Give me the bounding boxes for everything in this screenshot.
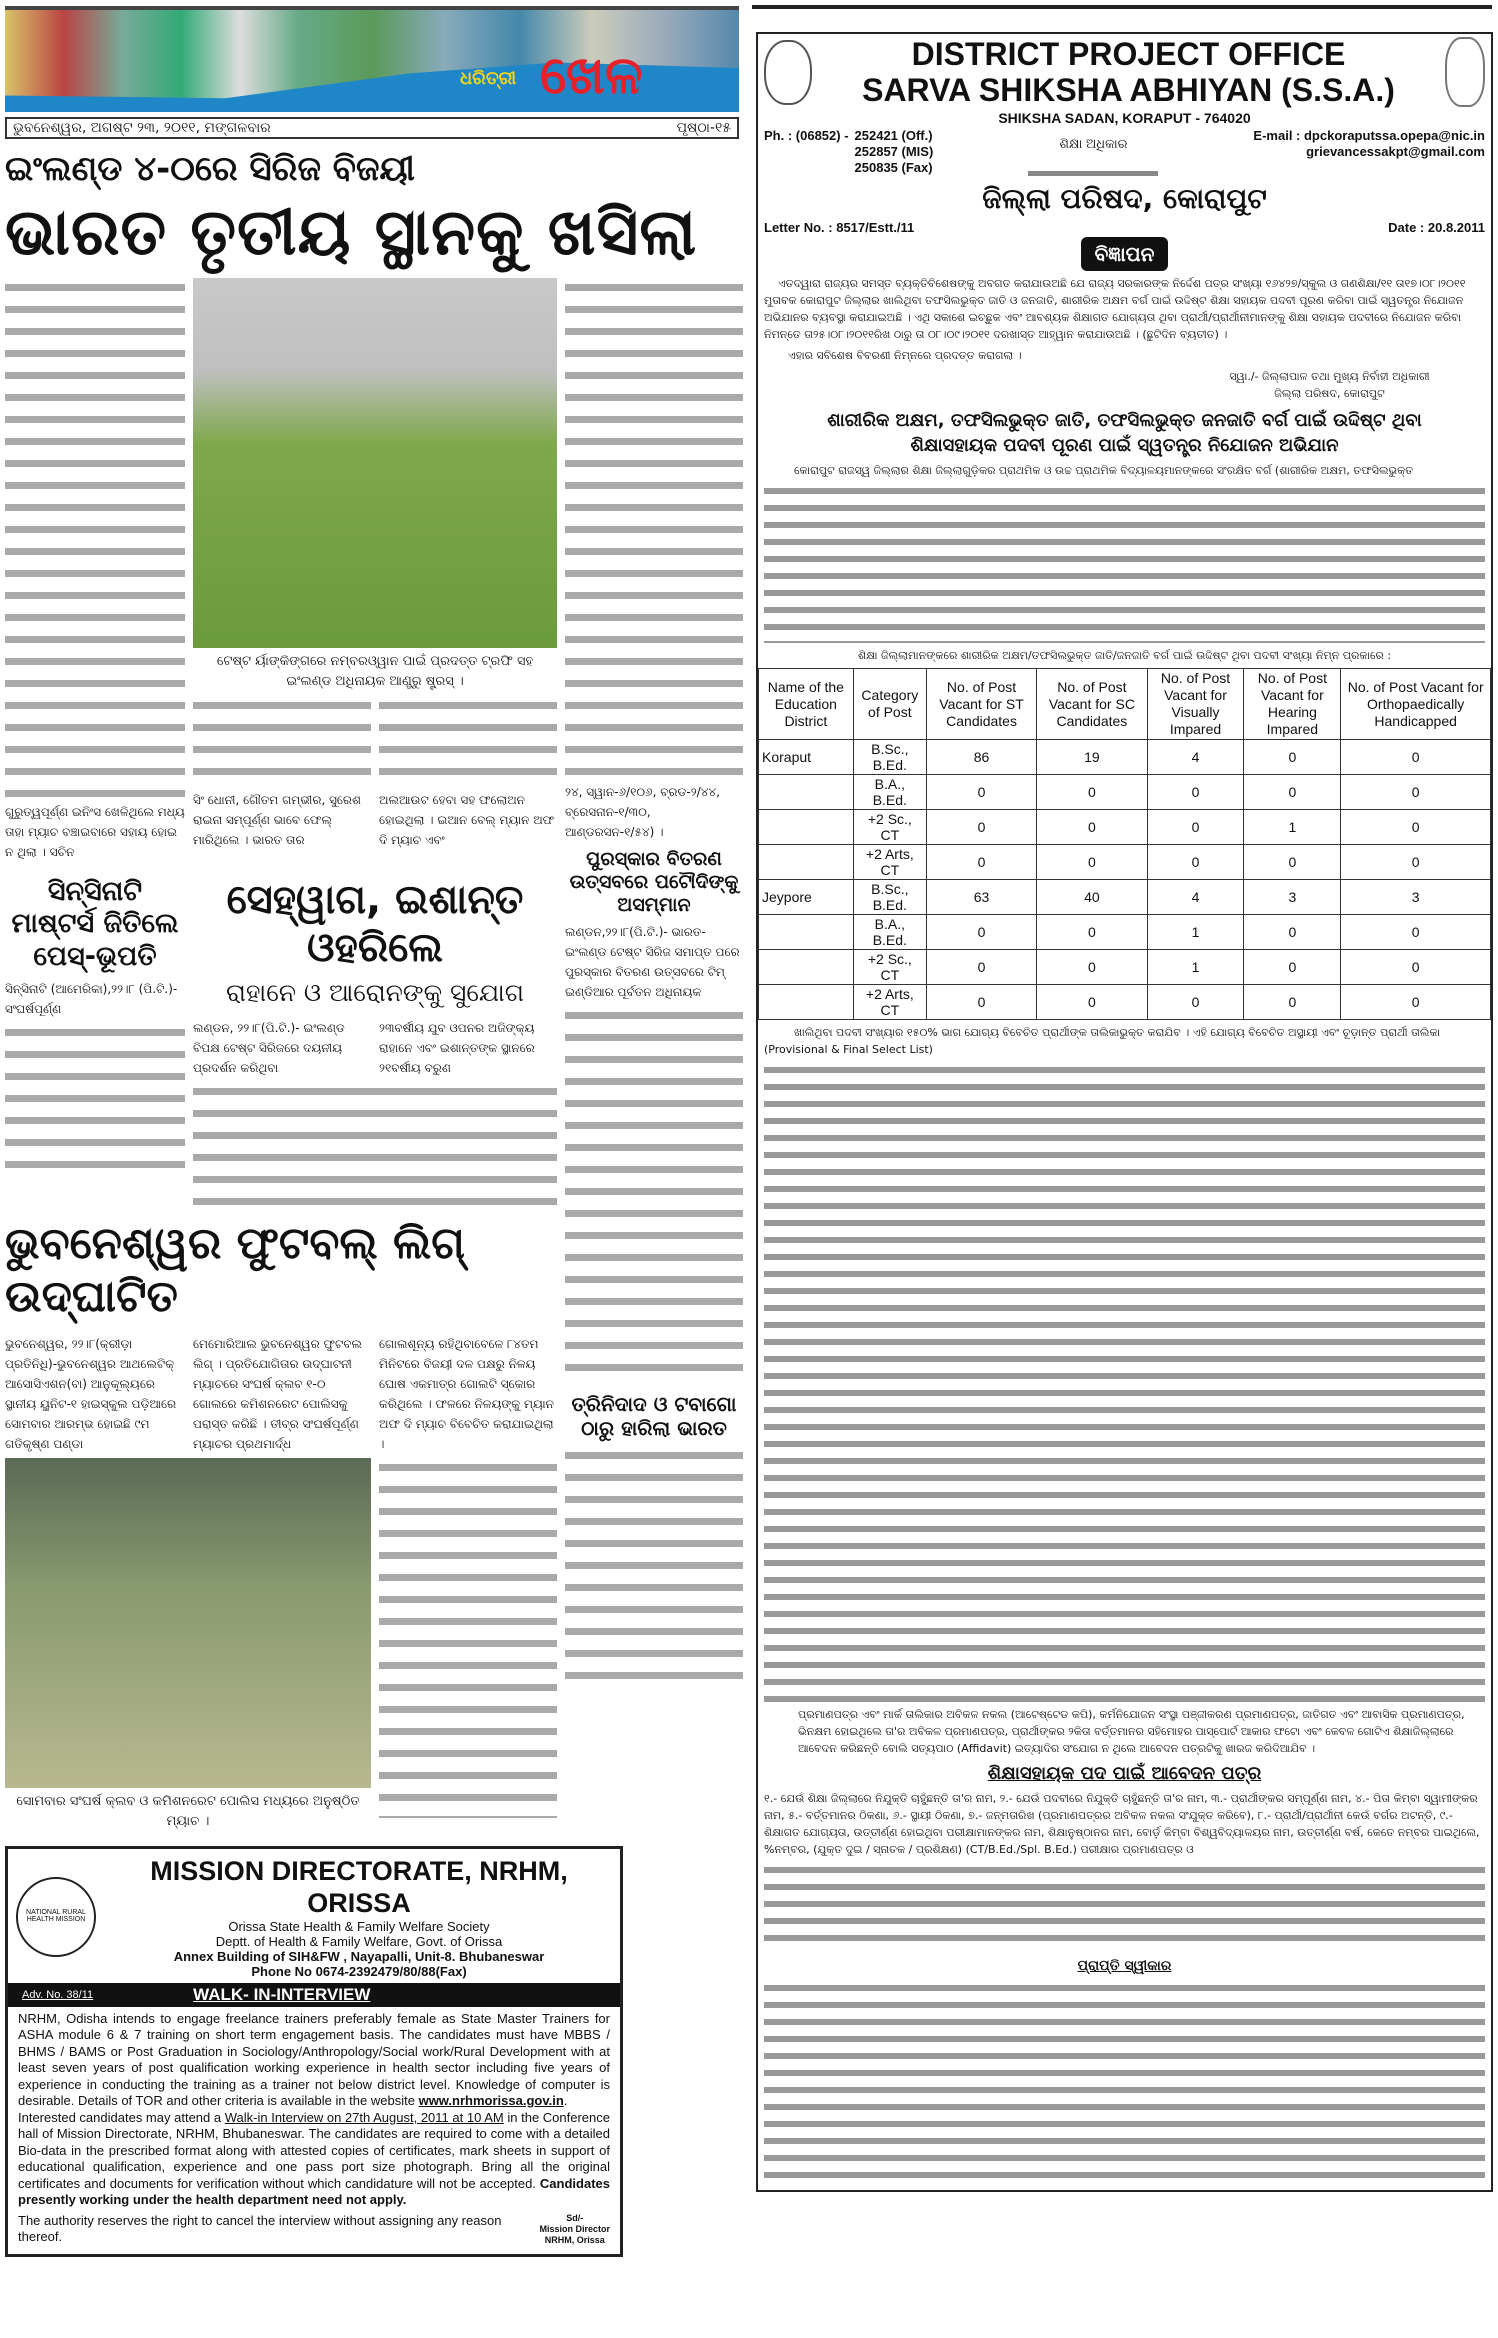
phone-fax: 250835 (Fax) bbox=[854, 160, 933, 175]
table-cell: B.Sc., B.Ed. bbox=[853, 880, 926, 915]
nrhm-title: MISSION DIRECTORATE, NRHM, ORISSA bbox=[150, 1855, 568, 1918]
nrhm-para-1: NRHM, Odisha intends to engage freelance trainers preferably female as State Master Trainers for ASHA module 6 & 7 training on short term engagement basis. The candidates must have MBBS / BHMS / BAMS or Post Graduation in Sociology/Anthropology/Social work/Rural Development with at least seven years of post qualification working experience in health sector including five years of experience in conducting the training as a trainer not below district level. Knowledge of computer is desirable. Details of TOR and other criteria is available in the website bbox=[18, 2010, 610, 2109]
vacancy-table bbox=[758, 668, 1491, 1020]
table-cell: 0 bbox=[1147, 810, 1244, 845]
table-cell: 0 bbox=[1341, 775, 1491, 810]
table-cell: 0 bbox=[1341, 810, 1491, 845]
story-body bbox=[565, 1006, 743, 1386]
eligibility-conditions bbox=[764, 1062, 1485, 1702]
table-cell: +2 Sc., CT bbox=[853, 810, 926, 845]
table-cell: 0 bbox=[1147, 845, 1244, 880]
nrhm-society: Orissa State Health & Family Welfare Society bbox=[228, 1918, 490, 1934]
odisha-emblem bbox=[764, 40, 812, 105]
table-cell: 0 bbox=[926, 775, 1036, 810]
email-1[interactable]: E-mail : dpckoraputssa.opepa@nic.in bbox=[1253, 128, 1485, 143]
side-column bbox=[565, 278, 743, 1686]
application-form-text: ୧.- ଯେଉଁ ଶିକ୍ଷା ଜିଲ୍ଲାରେ ନିଯୁକ୍ତି ଚାହୁଁଛନ୍ତି ତା'ର ନାମ, ୨.- ଯେଉଁ ପଦବୀରେ ନିଯୁକ୍ତି ଚାହୁଁଛନ୍ତି ତା'ର ନାମ, ୩.- ପ୍ରାର୍ଥୀଙ୍କର ସମ୍ପୂର୍ଣ୍ଣ ନାମ, ୪.- ପିତା କିମ୍ବା ସ୍ୱାମୀଙ୍କର ନାମ, ୫.- ବର୍ତ୍ତମାନର ଠିକଣା, ୬.- ସ୍ଥାୟୀ ଠିକଣା, ୭.- ଜନ୍ମତାରିଖ (ପ୍ରମାଣପତ୍ରର ଅବିକଳ ନକଲ ସଂଯୁକ୍ତ କରିବେ), ୮.- ପ୍ରାର୍ଥୀ/ପ୍ରାର୍ଥୀନୀ କେଉଁ ବର୍ଗର ଅଟନ୍ତି, ୯.- ଶିକ୍ଷାଗତ ଯୋଗ୍ୟତା, ଉତ୍ତୀର୍ଣ୍ଣ ହୋଇଥିବା ପରୀକ୍ଷାମାନଙ୍କର ନାମ, ଶିକ୍ଷାନୁଷ୍ଠାନର ନାମ, ବୋର୍ଡ଼ କିମ୍ବା ବିଶ୍ୱବିଦ୍ୟାଳୟର ନାମ, ଉତ୍ତୀର୍ଣ୍ଣ ବର୍ଷ, କେତେ ନମ୍ବର ପାଇଥିଲେ, %ନମ୍ବର, (ଯୁକ୍ତ ଦୁଇ / ସ୍ନାତକ / ପ୍ରଶିକ୍ଷଣ) (CT/B.Ed./Spl. B.Ed.) ପରୀକ୍ଷାର ପ୍ରମାଣପତ୍ର ଓ bbox=[764, 1792, 1480, 1856]
lead-story bbox=[5, 278, 557, 866]
table-cell: 63 bbox=[926, 880, 1036, 915]
nrhm-advertisement: NATIONAL RURAL HEALTH MISSION MISSION DIRECTORATE, NRHM, ORISSA Orissa State Health & Family Welfare Society Deptt. of Health & Family Welfare, Govt. of Orissa Annex Building of SIH&FW , Nayapalli, Unit-8. Bhubaneswar Phone No 0674-2392479/80/88(Fax) Adv. No. 38/11 WALK- IN-INTERVIEW NRHM, Odisha intends to engage freelance trainers preferably female as State Master Trainers for ASHA module 6 & 7 training on short term engagement basis. The candidates must have MBBS / BHMS / BAMS or Post Graduation in Sociology/Anthropology/Social work/Rural Development with at least seven years of post qualification working experience in health sector including five years of experience in conducting the training as a trainer not below district level. Knowledge of computer is desirable. Details of TOR and other criteria is available in the website www.nrhmorissa.gov.in. Interested candidates may attend a Walk-in Interview on 27th August, 2011 at 10 AM in the Conference hall of Mission Directorate, NRHM, Bhubaneswar. The candidates are required to come with a detailed Bio-data in the prescribed format along with attested copies of certificates, mark sheets in support of educational qualification, experience and one pass port size photograph. Bring all the original certificates and documents for verification without which candidature will not be accepted. Candidates presently working under the health department need not apply. The authority reserves the right to cancel the interview without assigning any reason thereof. Sd/- Mission Director NRHM, Orissa bbox=[5, 1846, 623, 2257]
table-header-row bbox=[759, 669, 1491, 740]
table-cell: 0 bbox=[1341, 915, 1491, 950]
table-cell: 0 bbox=[1244, 740, 1341, 775]
condition-8: ପ୍ରମାଣପତ୍ର ଏବଂ ମାର୍କ ତାଲିକାର ଅବିକଳ ନକଲ (ଆଟେଷ୍ଟେଡ କପି), କର୍ମନିଯୋଜନ ସଂସ୍ଥା ପଞ୍ଜୀକରଣ ପ୍ରମାଣପତ୍ର, ଜାତିଗତ ଏବଂ ଆବାସିକ ପ୍ରମାଣପତ୍ର, ଭିନକ୍ଷମ ହୋଇଥିଲେ ତା'ର ଅବିକଳ ପ୍ରମାଣପତ୍ର, ପ୍ରାର୍ଥୀଙ୍କର ୨କିତା ବର୍ତ୍ତମାନର ସହିମୋହର ପାସ୍‌ପୋର୍ଟ ଆକାର ଫଟୋ ଏବଂ କେବଳ ଗୋଟିଏ ଶିକ୍ଷାଜିଲ୍ଲାରେ ଆବେଦନ କରିଛନ୍ତି ବୋଲି ସତ୍ୟପାଠ (Affidavit) ଇତ୍ୟାଦିର ସଂଯୋଗ ନ ଥିଲେ ଆବେଦନ ପତ୍ରଟିକୁ ଖାରଜ କରିଦିଆଯିବ । bbox=[798, 1708, 1465, 1755]
table-cell: B.A., B.Ed. bbox=[853, 915, 926, 950]
table-cell: 4 bbox=[1147, 740, 1244, 775]
table-cell: 0 bbox=[1147, 985, 1244, 1020]
story-headline: ତ୍ରିନିଦାଦ ଓ ଟବାଗୋ ଠାରୁ ହାରିଲା ଭାରତ bbox=[571, 1392, 737, 1441]
table-cell: 0 bbox=[926, 985, 1036, 1020]
table-row bbox=[759, 740, 1491, 775]
second-stories bbox=[5, 870, 557, 1212]
signature: Sd/- bbox=[566, 2212, 584, 2223]
table-cell: 4 bbox=[1147, 880, 1244, 915]
lead-tail-right: ଅଲଆଉଟ ହେବା ସହ ଫଲୋଅନ ହୋଇଥିଲା । ଇଆନ ବେଲ୍ ମ୍ୟାନ ଅଫ ଦି ମ୍ୟାଚ ଏବଂ bbox=[379, 792, 555, 847]
story-football-league bbox=[5, 1218, 557, 1836]
story-lead: ସିନ୍‌ସିନାଟି (ଆମେରିକା),୨୨।୮ (ପି.ଟି.)-ସଂଘର୍ଷପୂର୍ଣ୍ଣ bbox=[5, 982, 178, 1017]
table-row bbox=[759, 775, 1491, 810]
table-cell: 0 bbox=[1037, 985, 1148, 1020]
application-form-continued bbox=[764, 1862, 1485, 1952]
drive-title: ଶାରୀରିକ ଅକ୍ଷମ, ତଫସିଲଭୁକ୍ତ ଜାତି, ତଫସିଲଭୁକ୍ତ ଜନଜାତି ବର୍ଗ ପାଇଁ ଉଦ୍ଦିଷ୍ଟ ଥିବା ଶିକ୍ଷାସହାୟକ ପଦବୀ ପୂରଣ ପାଇଁ ସ୍ୱତନ୍ତ୍ର ନିଯୋଜନ ଅଭିଯାନ bbox=[827, 410, 1422, 456]
lead-column-4 bbox=[565, 278, 743, 778]
table-cell: 40 bbox=[1037, 880, 1148, 915]
story-lead-3: ଗୋଲଶୂନ୍ୟ ରହିଥିବାବେଳେ ୮୪ତମ ମିନିଟରେ ବିଜୟୀ ଦଳ ପକ୍ଷରୁ ନିଳୟ ଘୋଷ ଏକମାତ୍ର ଗୋଲଟି ସ୍କୋର କରିଥିଲେ । ଫଳରେ ନିଳୟଙ୍କୁ ମ୍ୟାନ ଅଫ ଦି ମ୍ୟାଚ ବିବେଚିତ କରାଯାଇଥିଲା । bbox=[379, 1336, 554, 1451]
table-cell: B.Sc., B.Ed. bbox=[853, 740, 926, 775]
table-header-cell: Category of Post bbox=[853, 669, 926, 740]
table-row bbox=[759, 880, 1491, 915]
table-cell: 3 bbox=[1244, 880, 1341, 915]
table-header-cell: No. of Post Vacant for ST Candidates bbox=[926, 669, 1036, 740]
dateline: ଭୁବନେଶ୍ୱର, ଅଗଷ୍ଟ ୨୩, ୨୦୧୧, ମଙ୍ଗଳବାର bbox=[13, 120, 271, 136]
story-headline: ପୁରସ୍କାର ବିତରଣ ଉତ୍ସବରେ ପଟୌଦିଙ୍କୁ ଅସମ୍ମାନ bbox=[569, 847, 739, 916]
table-cell bbox=[759, 985, 854, 1020]
table-cell bbox=[759, 845, 854, 880]
adv-number: Adv. No. 38/11 bbox=[22, 1988, 94, 2001]
table-cell: 0 bbox=[1037, 845, 1148, 880]
table-cell: +2 Sc., CT bbox=[853, 950, 926, 985]
story-body bbox=[5, 1023, 185, 1173]
lead-kicker: ଇଂଲଣ୍ଡ ୪-୦ରେ ସିରିଜ ବିଜୟୀ bbox=[5, 149, 415, 189]
football-match-photo bbox=[5, 1458, 371, 1788]
masthead-banner bbox=[5, 6, 739, 112]
table-cell: B.A., B.Ed. bbox=[853, 775, 926, 810]
table-cell: 3 bbox=[1341, 880, 1491, 915]
table-cell bbox=[759, 950, 854, 985]
table-cell: 0 bbox=[926, 950, 1036, 985]
table-note: ଖାଲିଥିବା ପଦବୀ ସଂଖ୍ୟାର ୧୫୦% ଭାଗ ଯୋଗ୍ୟ ବିବେଚିତ ପ୍ରାର୍ଥୀଙ୍କ ତାଲିକାଭୁକ୍ତ କରାଯିବ । ଏହି ଯୋଗ୍ୟ ବିବେଚିତ ଅସ୍ଥାୟୀ ଏବଂ ଚୂଡ଼ାନ୍ତ ପ୍ରାର୍ଥୀ ତାଲିକା (Provisional & Final Select List) bbox=[764, 1026, 1441, 1056]
table-row bbox=[759, 845, 1491, 880]
lead-photo-area bbox=[193, 278, 557, 854]
letter-date: Date : 20.8.2011 bbox=[1388, 220, 1485, 235]
lead-column-3 bbox=[379, 696, 557, 786]
page-number: ପୃଷ୍ଠା-୧୫ bbox=[676, 120, 731, 136]
table-cell: 0 bbox=[1244, 915, 1341, 950]
strauss-trophy-photo bbox=[193, 278, 557, 648]
table-row bbox=[759, 950, 1491, 985]
lead-tail-mid: ସିଂ ଧୋନୀ, ଗୌତମ ଗମ୍ଭୀର, ସୁରେଶ ରାଇନା ସମ୍ପୂର୍ଣ୍ଣ ଭାବେ ଫେଲ୍ ମାରିଥିଲେ । ଭାରତ ତାର bbox=[193, 792, 361, 847]
table-row bbox=[759, 985, 1491, 1020]
photo-caption: ସୋମବାର ସଂଘର୍ଷ କ୍ଲବ ଓ କମିଶନରେଟ ପୋଲିସ ମଧ୍ୟରେ ଅନୁଷ୍ଠିତ ମ୍ୟାଚ । bbox=[16, 1793, 360, 1829]
email-2[interactable]: grievancessakpt@gmail.com bbox=[1306, 144, 1485, 159]
story-lead: ଭୁବନେଶ୍ୱର, ୨୨।୮(କ୍ରୀଡ଼ା ପ୍ରତିନିଧି)-ଭୁବନେଶ୍ୱର ଆଥଲେଟିକ୍ ଆସୋସିଏଶନ(ବା) ଆନୁକୂଲ୍ୟରେ ସ୍ଥାନୀୟ ୟୁନିଟ-୧ ହାଇସ୍କୁଲ ପଡ଼ିଆରେ ସୋମବାର ଆରମ୍ଭ ହୋଇଛି ୯ମ ଗତିକୃଷ୍ଣ ପଣ୍ଡା bbox=[5, 1336, 177, 1451]
story-pace-bhupathi bbox=[5, 870, 185, 1173]
story-subhead: ରାହାନେ ଓ ଆରୋନଙ୍କୁ ସୁଯୋଗ bbox=[226, 977, 524, 1007]
drive-body bbox=[764, 483, 1485, 643]
sports-page bbox=[5, 0, 745, 2257]
notice-intro: ଏତଦ୍ୱାରା ରାଜ୍ୟର ସମସ୍ତ ବ୍ୟକ୍ତିବିଶେଷଙ୍କୁ ଅବଗତ କରାଯାଉଅଛି ଯେ ରାଜ୍ୟ ସରକାରଙ୍କ ନିର୍ଦ୍ଦେଶ ପତ୍ର ସଂଖ୍ୟା ୧୬୪୨୭/ସ୍କୁଲ ଓ ଗଣଶିକ୍ଷା/୧୧ ତା୧୭।୦୮।୨୦୧୧ ମୁତାବକ କୋରାପୁଟ ଜିଲ୍ଲାର ଖାଲିଥିବା ତଫସିଲଭୁକ୍ତ ଜାତି ଓ ଜନଜାତି, ଶାରୀରିକ ଅକ୍ଷମ ବର୍ଗ ପାଇଁ ଉଦ୍ଦିଷ୍ଟ ଶିକ୍ଷା ସହାୟକ ପଦବୀ ପୂରଣ କରିବା ପାଇଁ ସ୍ୱତନ୍ତ୍ର ନିଯୋଜନ ଅଭିଯାନର ବ୍ୟବସ୍ଥା କରାଯାଇଅଛି । ଏଥି ସକାଶେ ଇଚ୍ଛୁକ ଏବଂ ଆବଶ୍ୟକ ଶିକ୍ଷାଗତ ଯୋଗ୍ୟତା ଥିବା ପ୍ରାର୍ଥୀ/ପ୍ରାର୍ଥୀନୀମାନଙ୍କୁ ଶିକ୍ଷା ସହାୟକ ପଦବୀରେ ନିଯୋଜନ କରିବା ନିମନ୍ତେ ତା୨୫।୦୮।୨୦୧୧ରିଖ ଠାରୁ ତା ୦୮।୦୯।୨୦୧୧ ଦରଖାସ୍ତ ଆହ୍ୱାନ କରାଯାଉଅଛି । (ଛୁଟିଦିନ ବ୍ୟତୀତ) । bbox=[764, 277, 1466, 341]
table-cell: 0 bbox=[1244, 985, 1341, 1020]
application-form-title: ଶିକ୍ଷାସହାୟକ ପଦ ପାଇଁ ଆବେଦନ ପତ୍ର bbox=[987, 1763, 1262, 1784]
table-cell: Koraput bbox=[759, 740, 854, 775]
lead-column-1 bbox=[5, 278, 185, 798]
table-cell: 0 bbox=[1341, 740, 1491, 775]
lead-headline: ଭାରତ ତୃତୀୟ ସ୍ଥାନକୁ ଖସିଲା bbox=[5, 196, 698, 271]
nrhm-para-2b: in the Conference hall of Mission Directorate, NRHM, Bhubaneswar. The candidates are required to come with a detailed Bio-data in the prescribed format along with attested copies of certificates, mark sheets in support of educational qualification, experience and one pass port size photograph. Bring all the original certificates and documents for verification without which candidature will not be accepted. bbox=[18, 2109, 610, 2191]
ssa-advertisement bbox=[756, 32, 1493, 2192]
table-cell: 0 bbox=[1341, 950, 1491, 985]
table-row bbox=[759, 915, 1491, 950]
vacancy-table-wrap bbox=[758, 668, 1491, 1020]
acknowledgement-form bbox=[764, 1980, 1485, 2180]
table-cell: 0 bbox=[926, 845, 1036, 880]
table-header-cell: No. of Post Vacant for Visually Impared bbox=[1147, 669, 1244, 740]
notice-label: ବିଜ୍ଞାପନ bbox=[1081, 237, 1169, 271]
phone-mis: 252857 (MIS) bbox=[854, 144, 934, 159]
table-cell: 0 bbox=[1037, 950, 1148, 985]
table-cell: 1 bbox=[1244, 810, 1341, 845]
nrhm-address: Annex Building of SIH&FW , Nayapalli, Unit-8. Bhubaneswar bbox=[173, 1948, 545, 1964]
signatory-2: ଜିଲ୍ଲା ପରିଷଦ, କୋରାପୁଟ bbox=[1274, 387, 1385, 400]
story-lead-2: ୨୩ବର୍ଷୀୟ ଯୁବ ଓପନର ଅଜିଙ୍କ୍ୟ ରାହାନେ ଏବଂ ଇଶାନ୍ତଙ୍କ ସ୍ଥାନରେ ୨୧ବର୍ଷୀୟ ବରୁଣ bbox=[379, 1020, 535, 1075]
ssa-title-2: SARVA SHIKSHA ABHIYAN (S.S.A.) bbox=[862, 72, 1395, 108]
table-cell: 19 bbox=[1037, 740, 1148, 775]
story-headline: ସିନ୍‌ସିନାଟି ମାଷ୍ଟର୍ସ ଜିତିଲେ ପେସ୍-ଭୂପତି bbox=[11, 875, 179, 972]
table-cell: 0 bbox=[1244, 775, 1341, 810]
notice-intro-2: ଏହାର ସବିଶେଷ ବିବରଣୀ ନିମ୍ନରେ ପ୍ରଦତ୍ତ କରାଗଲା । bbox=[788, 349, 1022, 362]
phone-office: 252421 (Off.) bbox=[854, 128, 933, 143]
table-cell: 0 bbox=[926, 810, 1036, 845]
phone-label: Ph. : (06852) - bbox=[764, 128, 849, 143]
signatory-org: NRHM, Orissa bbox=[544, 2234, 605, 2245]
story-lead: ଲଣ୍ଡନ, ୨୨।୮(ପି.ଟି.)- ଇଂଲଣ୍ଡ ବିପକ୍ଷ ଟେଷ୍ଟ ସିରିଜରେ ଦୟନୀୟ ପ୍ରଦର୍ଶନ କରିଥିବା bbox=[193, 1020, 345, 1075]
table-header-cell: No. of Post Vacant for SC Candidates bbox=[1037, 669, 1148, 740]
signatory-1: ସ୍ୱା./- ଜିଲ୍ଲାପାଳ ତଥା ମୁଖ୍ୟ ନିର୍ବାହୀ ଅଧିକାରୀ bbox=[1229, 370, 1430, 383]
brand-big: ଖେଳ bbox=[540, 46, 643, 106]
table-header-cell: No. of Post Vacant for Orthopaedically Handicapped bbox=[1341, 669, 1491, 740]
table-body bbox=[759, 740, 1491, 1020]
table-cell: 0 bbox=[1244, 845, 1341, 880]
nrhm-dept: Deptt. of Health & Family Welfare, Govt. of Orissa bbox=[215, 1933, 503, 1949]
table-cell: 0 bbox=[1037, 775, 1148, 810]
table-cell: 1 bbox=[1147, 950, 1244, 985]
story-body bbox=[565, 1446, 743, 1686]
lead-tail-left: ଗୁରୁତ୍ୱପୂର୍ଣ୍ଣ ଇନିଂସ ଖେଳିଥିଲେ ମଧ୍ୟ ତାହା ମ୍ୟାଚ ବଞ୍ଚାଇବାରେ ସହାୟ ହୋଇ ନ ଥିଲା । ସଚିନ bbox=[5, 804, 185, 859]
walk-in-heading: WALK- IN-INTERVIEW bbox=[193, 1984, 371, 2004]
story-headline: ସେହ୍ୱାଗ, ଇଶାନ୍ତ ଓହରିଲେ bbox=[226, 876, 524, 971]
table-cell: +2 Arts, CT bbox=[853, 985, 926, 1020]
top-rule bbox=[752, 5, 1492, 9]
story-headline: ଭୁବନେଶ୍ୱର ଫୁଟବଲ୍ ଲିଗ୍ ଉଦ୍‌ଘାଟିତ bbox=[5, 1217, 466, 1322]
letter-number: Letter No. : 8517/Estt./11 bbox=[764, 220, 915, 235]
table-row bbox=[759, 810, 1491, 845]
brand-small: ଧରିତ୍ରୀ bbox=[460, 68, 517, 89]
table-cell: 1 bbox=[1147, 915, 1244, 950]
scoreboard-tail: ୨୪, ସ୍ୱାନ-୬/୧୦୬, ବ୍ରଡ-୨/୪୪, ବ୍ରେସନାନ-୧/୩୦, ଆଣ୍ଡରସନ-୧/୫୪) । bbox=[565, 784, 720, 839]
opepa-logo bbox=[1445, 37, 1485, 107]
table-intro: ଶିକ୍ଷା ଜିଲ୍ଲାମାନଙ୍କରେ ଶାରୀରିକ ଅକ୍ଷମ/ତଫସିଲଭୁକ୍ତ ଜାତି/ଜନଜାତି ବର୍ଗ ପାଇଁ ଉଦ୍ଦିଷ୍ଟ ଥିବା ପଦବୀ ସଂଖ୍ୟା ନିମ୍ନ ପ୍ରକାରେ : bbox=[857, 649, 1392, 662]
table-cell bbox=[759, 775, 854, 810]
story-sehwag-ishant bbox=[193, 870, 557, 1212]
shiksha-adhikar-logo: ଶିକ୍ଷା ଅଧିକାର bbox=[1028, 136, 1158, 176]
interview-date: Walk-in Interview on 27th August, 2011 at 10 AM bbox=[224, 2109, 504, 2125]
table-cell: 0 bbox=[1341, 845, 1491, 880]
table-header-cell: Name of the Education District bbox=[759, 669, 854, 740]
table-cell: 0 bbox=[1341, 985, 1491, 1020]
drive-intro: କୋରାପୁଟ ରାଜସ୍ୱ ଜିଲ୍ଲାର ଶିକ୍ଷା ଜିଲ୍ଲାଗୁଡ଼ିକର ପ୍ରାଥମିକ ଓ ଉଚ୍ଚ ପ୍ରାଥମିକ ବିଦ୍ୟାଳୟମାନଙ୍କରେ ସଂରକ୍ଷିତ ବର୍ଗ (ଶାରୀରିକ ଅକ୍ଷମ, ତଫସିଲଭୁକ୍ତ bbox=[794, 464, 1414, 477]
story-body bbox=[379, 1458, 557, 1818]
nrhm-logo: NATIONAL RURAL HEALTH MISSION bbox=[16, 1877, 96, 1957]
table-cell: 0 bbox=[1147, 775, 1244, 810]
table-cell bbox=[759, 915, 854, 950]
nrhm-para-2a: Interested candidates may attend a bbox=[18, 2109, 222, 2125]
table-cell: +2 Arts, CT bbox=[853, 845, 926, 880]
nrhm-phone: Phone No 0674-2392479/80/88(Fax) bbox=[251, 1963, 467, 1979]
table-cell: 0 bbox=[1037, 915, 1148, 950]
ssa-address: SHIKSHA SADAN, KORAPUT - 764020 bbox=[998, 110, 1251, 126]
dateline-bar bbox=[5, 117, 739, 139]
lead-column-2 bbox=[193, 696, 371, 786]
office-name: ଜିଲ୍ଲା ପରିଷଦ, କୋରାପୁଟ bbox=[982, 182, 1267, 215]
table-cell: 86 bbox=[926, 740, 1036, 775]
table-cell: 0 bbox=[926, 915, 1036, 950]
photo-caption: ଟେଷ୍ଟ ର୍ୟାଙ୍କିଙ୍ଗରେ ନମ୍ବରଓ୍ୱାନ ପାଇଁ ପ୍ରଦତ୍ତ ଟ୍ରଫି ସହ ଇଂଲଣ୍ଡ ଅଧିନାୟକ ଆଣ୍ଡ୍ରୁ ଷ୍ଟ୍ରସ୍ । bbox=[216, 653, 534, 689]
table-cell bbox=[759, 810, 854, 845]
story-lead: ଲଣ୍ଡନ,୨୨।୮(ପି.ଟି.)- ଭାରତ-ଇଂଲଣ୍ଡ ଟେଷ୍ଟ ସିରିଜ ସମାପ୍ତ ପରେ ପୁରସ୍କାର ବିତରଣ ଉତ୍ସବରେ ଟିମ୍ ଇଣ୍ଡିଆର ପୂର୍ବତନ ଅଧିନାୟକ bbox=[565, 925, 740, 1000]
ssa-title-1: DISTRICT PROJECT OFFICE bbox=[911, 36, 1346, 72]
signatory-title: Mission Director bbox=[539, 2223, 610, 2234]
table-cell: Jeypore bbox=[759, 880, 854, 915]
table-header-cell: No. of Post Vacant for Hearing Impared bbox=[1244, 669, 1341, 740]
nrhm-footer: The authority reserves the right to cancel the interview without assigning any reason thereof. bbox=[18, 2212, 502, 2245]
table-cell: 0 bbox=[1244, 950, 1341, 985]
page-body bbox=[5, 278, 745, 1836]
lead-column-1-wrap bbox=[5, 278, 185, 866]
nrhm-website-link[interactable]: www.nrhmorissa.gov.in bbox=[418, 2093, 564, 2109]
table-cell: 0 bbox=[1037, 810, 1148, 845]
lead-subcolumns bbox=[193, 696, 557, 854]
story-body bbox=[193, 1082, 557, 1212]
receipt-title: ପ୍ରାପ୍ତି ସ୍ୱୀକାର bbox=[1077, 1958, 1172, 1974]
nrhm-para-2-bold: Candidates presently working under the health department need not apply. bbox=[18, 2175, 610, 2208]
main-area bbox=[5, 278, 557, 1836]
story-lead-2: ମେମୋରିଆଲ ଭୁବନେଶ୍ୱର ଫୁଟବଲ ଲିଗ୍ । ପ୍ରତିଯୋଗିତାର ଉଦ୍‌ଘାଟନୀ ମ୍ୟାଚରେ ସଂଘର୍ଷ କ୍ଲବ ୧-୦ ଗୋଲରେ କମିଶନରେଟ ପୋଲିସକୁ ପରାସ୍ତ କରିଛି । ତୀବ୍ର ସଂଘର୍ଷପୂର୍ଣ୍ଣ ମ୍ୟାଚର ପ୍ରଥମାର୍ଦ୍ଧ bbox=[193, 1336, 362, 1451]
